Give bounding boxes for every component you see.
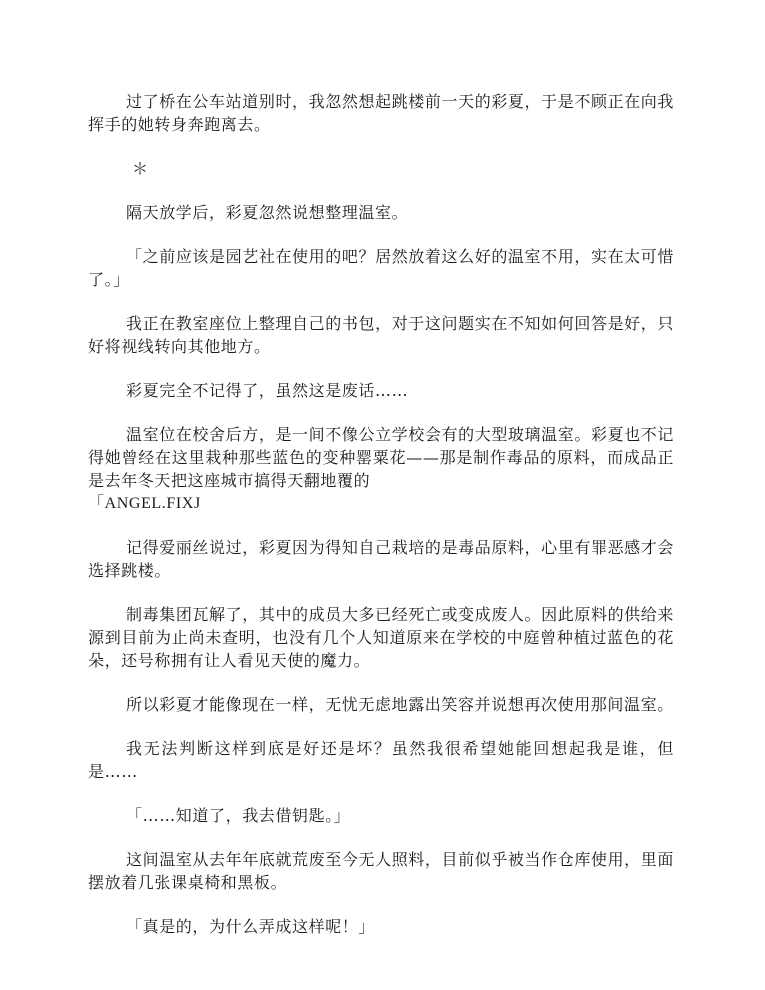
paragraph-continuation: 「ANGEL.FIXJ [88,495,201,512]
paragraph: 「之前应该是园艺社在使用的吧？居然放着这么好的温室不用，实在太可惜了。」 [88,247,674,289]
paragraph: 所以彩夏才能像现在一样，无忧无虑地露出笑容并说想再次使用那间温室。 [126,695,674,714]
paragraph: 彩夏完全不记得了，虽然这是废话…… [126,381,409,400]
paragraph: 隔天放学后，彩夏忽然说想整理温室。 [126,203,409,222]
paragraph: 制毒集团瓦解了，其中的成员大多已经死亡或变成废人。因此原料的供给来源到目前为止尚未查明，也没有几个人知道原来在学校的中庭曾种植过蓝色的花朵，还号称拥有让人看见天使的魔力。 [88,605,674,670]
paragraph: 我无法判断这样到底是好还是坏？虽然我很希望她能回想起我是谁，但是…… [88,739,674,781]
document-page [88,90,674,959]
paragraph: 这间温室从去年年底就荒废至今无人照料，目前似乎被当作仓库使用，里面摆放着几张课桌椅和黑板。 [88,850,674,892]
paragraph: 温室位在校舍后方，是一间不像公立学校会有的大型玻璃温室。彩夏也不记得她曾经在这里栽种那些蓝色的变种罂粟花——那是制作毒品的原料，而成品正是去年冬天把这座城市搞得天翻地覆的 [88,425,674,490]
paragraph: 「……知道了，我去借钥匙。」 [126,806,351,825]
paragraph: 我正在教室座位上整理自己的书包，对于这问题实在不知如何回答是好，只好将视线转向其他地方。 [88,314,674,356]
paragraph: 过了桥在公车站道别时，我忽然想起跳楼前一天的彩夏，于是不顾正在向我挥手的她转身奔跑离去。 [88,92,674,134]
section-separator: ＊ [132,159,149,178]
paragraph: 记得爱丽丝说过，彩夏因为得知自己栽培的是毒品原料，心里有罪恶感才会选择跳楼。 [88,538,674,580]
paragraph: 「真是的，为什么弄成这样呢！」 [126,917,376,936]
